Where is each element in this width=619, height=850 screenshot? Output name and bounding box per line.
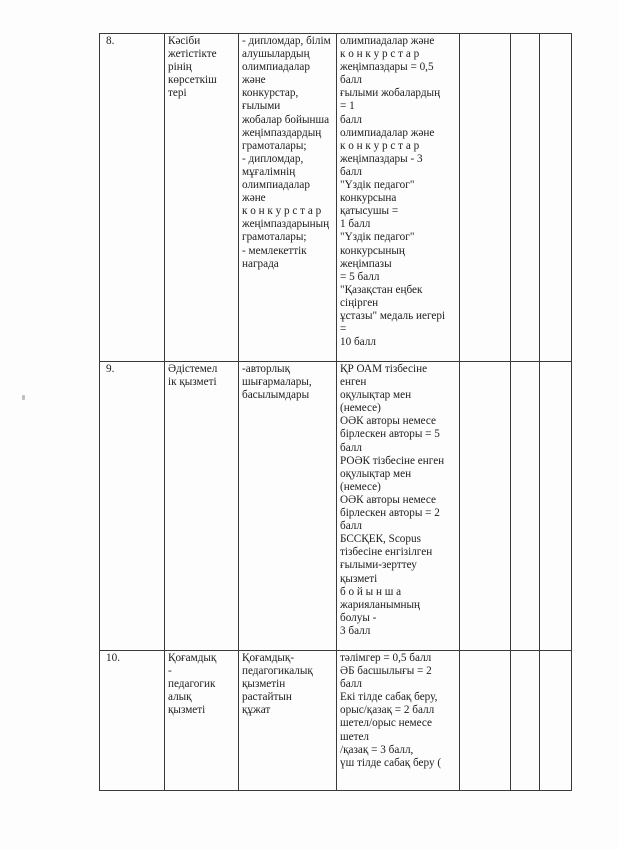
text-line: ғылыми-зерттеу bbox=[340, 559, 417, 572]
text-line: "Қазақстан еңбек bbox=[340, 283, 423, 296]
text-line: конкурсына bbox=[340, 192, 397, 205]
text-line: тері bbox=[168, 87, 187, 100]
empty-cell bbox=[511, 362, 540, 651]
text-line: ОӘК авторы немесе bbox=[340, 493, 436, 506]
text-line: оқулықтар мен bbox=[340, 467, 412, 480]
criterion-cell bbox=[165, 34, 239, 362]
text-line: олимпиадалар bbox=[242, 179, 310, 192]
criterion-cell bbox=[165, 362, 239, 651]
text-line: к о н к у р с т а р bbox=[340, 139, 420, 152]
empty-cell bbox=[540, 34, 572, 362]
text-line: балл bbox=[340, 678, 362, 691]
table-row bbox=[100, 34, 572, 362]
text-line: балл bbox=[340, 74, 362, 87]
text-line: оқулықтар мен bbox=[340, 389, 412, 402]
criterion-cell bbox=[165, 651, 239, 791]
text-line: к о н к у р с т а р bbox=[340, 48, 420, 61]
text-line: және bbox=[242, 74, 266, 87]
text-line: Екі тілде сабақ беру, bbox=[340, 691, 438, 704]
text-line: педагогикалық bbox=[242, 665, 313, 678]
text-line: шетел/орыс немесе bbox=[340, 717, 432, 730]
text-line: БССҚЕК, Scopus bbox=[340, 533, 421, 546]
text-line: жеңімпаздарының bbox=[242, 218, 330, 231]
text-line: бірлескен авторы = 2 bbox=[340, 507, 440, 520]
row-number: 9. bbox=[100, 362, 165, 651]
text-line: конкурсының bbox=[340, 244, 405, 257]
text-line: қызметін bbox=[242, 678, 286, 691]
text-line: жеңімпаздардың bbox=[242, 126, 322, 139]
empty-cell bbox=[540, 362, 572, 651]
text-line: Қоғамдық bbox=[168, 652, 217, 664]
text-line: олимпиадалар және bbox=[340, 126, 435, 139]
empty-cell bbox=[511, 651, 540, 791]
text-line: олимпиадалар bbox=[242, 61, 310, 74]
empty-cell bbox=[460, 651, 511, 791]
empty-cell bbox=[540, 651, 572, 791]
points-cell bbox=[337, 34, 460, 362]
text-line: жарияланымның bbox=[340, 598, 421, 611]
text-line: "Үздік педагог" bbox=[340, 231, 415, 244]
text-line: - дипломдар, білім bbox=[242, 35, 331, 47]
text-line: ӘБ басшылығы = 2 bbox=[340, 665, 432, 678]
text-line: және bbox=[242, 192, 266, 205]
text-line: 10 балл bbox=[340, 336, 376, 349]
text-line: 3 балл bbox=[340, 624, 371, 637]
empty-cell bbox=[511, 34, 540, 362]
text-line: -авторлық bbox=[242, 363, 291, 375]
text-line: (немесе) bbox=[340, 402, 381, 415]
text-line: ҚР ОАМ тізбесіне bbox=[340, 363, 428, 375]
text-line: шығармалары, bbox=[242, 376, 312, 389]
text-line: к о н к у р с т а р bbox=[242, 205, 322, 218]
text-line: Кәсіби bbox=[168, 35, 201, 47]
text-line: грамоталары; bbox=[242, 139, 307, 152]
text-line: конкурстар, bbox=[242, 87, 299, 100]
text-line: = 1 bbox=[340, 100, 355, 113]
documents-cell bbox=[239, 34, 337, 362]
empty-cell bbox=[460, 34, 511, 362]
text-line: болуы - bbox=[340, 611, 377, 624]
text-line: (немесе) bbox=[340, 480, 381, 493]
text-line: 1 балл bbox=[340, 218, 371, 231]
documents-cell bbox=[239, 651, 337, 791]
text-line: ік қызметі bbox=[168, 376, 217, 389]
text-line: жобалар бойынша bbox=[242, 113, 330, 126]
text-line: РОӘК тізбесіне енген bbox=[340, 454, 445, 467]
text-line: /қазақ = 3 балл, bbox=[340, 743, 414, 756]
text-line: балл bbox=[340, 113, 362, 126]
text-line: - дипломдар, bbox=[242, 152, 304, 165]
text-line: сіңірген bbox=[340, 296, 379, 309]
text-line: жеңімпаздары - 3 bbox=[340, 152, 423, 165]
text-line: жетістікте bbox=[168, 48, 217, 61]
text-line: тізбесіне енгізілген bbox=[340, 546, 433, 559]
text-line: үш тілде сабақ беру ( bbox=[340, 756, 442, 769]
text-line: ғылыми bbox=[242, 100, 281, 113]
text-line: балл bbox=[340, 520, 362, 533]
text-line: б о й ы н ш а bbox=[340, 585, 402, 598]
text-line: ОӘК авторы немесе bbox=[340, 415, 436, 428]
text-line: ұстазы" медаль иегері bbox=[340, 309, 446, 322]
text-line: көрсеткіш bbox=[168, 74, 217, 87]
text-line: = 5 балл bbox=[340, 270, 380, 283]
scan-mark bbox=[22, 395, 25, 400]
points-cell bbox=[337, 651, 460, 791]
text-line: балл bbox=[340, 165, 362, 178]
text-line: балл bbox=[340, 441, 362, 454]
text-line: Әдістемел bbox=[168, 363, 218, 375]
table-row bbox=[100, 362, 572, 651]
text-line: Қоғамдық- bbox=[242, 652, 295, 664]
row-number: 10. bbox=[100, 651, 165, 791]
text-line: құжат bbox=[242, 704, 271, 717]
criteria-table bbox=[99, 33, 572, 791]
text-line: басылымдары bbox=[242, 389, 310, 402]
text-line: алушылардың bbox=[242, 48, 310, 61]
text-line: растайтын bbox=[242, 691, 292, 704]
text-line: мұғалімнің bbox=[242, 165, 296, 178]
text-line: тәлімгер = 0,5 балл bbox=[340, 652, 432, 664]
row-number: 8. bbox=[100, 34, 165, 362]
text-line: енген bbox=[340, 376, 367, 389]
text-line: қатысушы = bbox=[340, 205, 399, 218]
documents-cell bbox=[239, 362, 337, 651]
empty-cell bbox=[460, 362, 511, 651]
text-line: қызметі bbox=[340, 572, 378, 585]
points-cell bbox=[337, 362, 460, 651]
text-line: бірлескен авторы = 5 bbox=[340, 428, 440, 441]
text-line: жеңімпазы bbox=[340, 257, 392, 270]
text-line: = bbox=[340, 323, 347, 336]
text-line: қызметі bbox=[168, 704, 206, 717]
text-line: рінің bbox=[168, 61, 192, 74]
text-line: "Үздік педагог" bbox=[340, 179, 415, 192]
text-line: шетел bbox=[340, 730, 370, 743]
text-line: грамоталары; bbox=[242, 231, 307, 244]
text-line: олимпиадалар және bbox=[340, 35, 435, 47]
text-line: - мемлекеттік bbox=[242, 244, 307, 257]
text-line: жеңімпаздары = 0,5 bbox=[340, 61, 434, 74]
text-line: педагогик bbox=[168, 678, 216, 691]
text-line: - bbox=[168, 665, 172, 678]
table-row bbox=[100, 651, 572, 791]
text-line: алық bbox=[168, 691, 192, 704]
text-line: награда bbox=[242, 257, 279, 270]
text-line: ғылыми жобалардың bbox=[340, 87, 441, 100]
text-line: орыс/қазақ = 2 балл bbox=[340, 704, 435, 717]
